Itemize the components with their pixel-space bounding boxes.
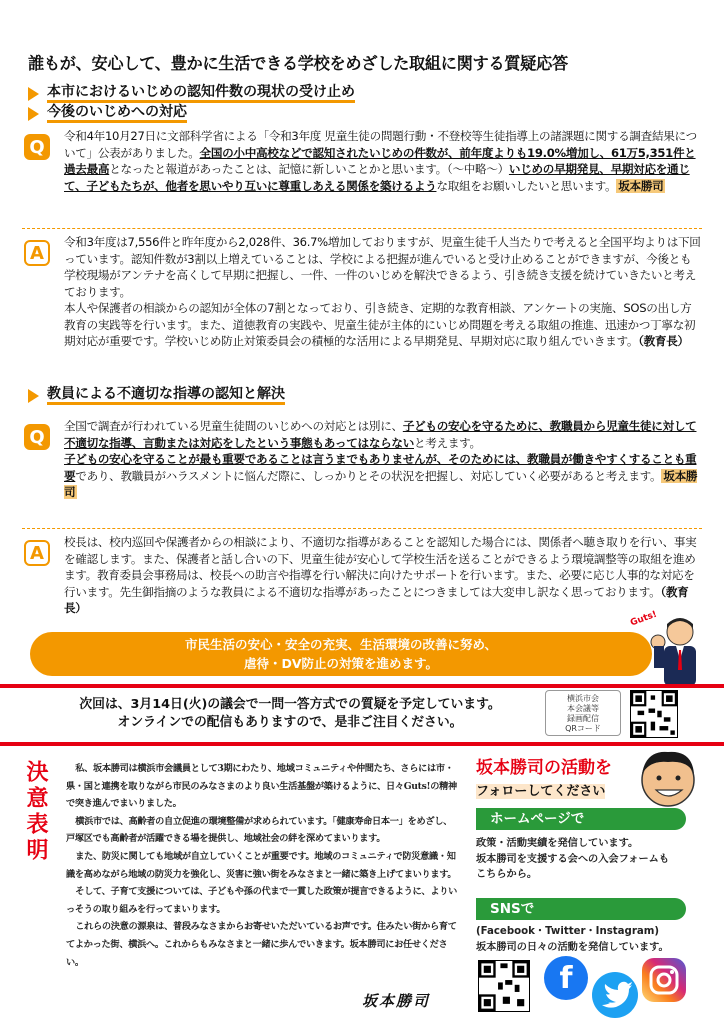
section1-heading-2	[28, 104, 187, 123]
page-title: 誰もが、安心して、豊かに生活できる学校をめざした取組に関する質疑応答	[28, 54, 568, 73]
guts-label: Guts!	[629, 609, 659, 629]
red-separator	[0, 742, 724, 746]
banner-line-2: 虐待・DV防止の対策を進めます。	[243, 656, 439, 671]
q1-part4: いじめの早期発見、早期対応を通じて、子どもたちが、他者を思いやり互いに尊重しあえる関係を築けるよう	[64, 162, 690, 193]
answer-1-text	[64, 234, 702, 350]
section2-heading-text: 教員による不適切な指導の認知と解決	[47, 386, 285, 405]
qr-label-line-1: 横浜市会	[567, 694, 599, 703]
section1-heading-1	[28, 84, 355, 103]
q1-speaker: 坂本勝司	[618, 178, 664, 193]
q1-part1: 令和4年10月27日に文部科学省による「令和3年度 児童生徒の問題行動・不登校等生徒指導上の諸課題に関する調査結果について」公表がありました。	[64, 129, 697, 160]
follow-subtitle	[476, 780, 605, 799]
question-badge: Q	[24, 134, 50, 160]
answer-badge: A	[24, 540, 50, 566]
portrait-illustration	[632, 746, 702, 812]
q1-part2: 全国の小中高校などで認知されたいじめの件数が、前年度よりも19.0%増加し、61万5,351件と過去最高	[64, 145, 696, 176]
triangle-bullet-icon	[28, 107, 39, 121]
homepage-qr-code-icon[interactable]	[478, 960, 530, 1012]
next-session-line-1: 次回は、3月14日(火)の議会で一問一答方式での質疑を予定しています。	[79, 697, 501, 712]
homepage-text-line: 坂本勝司を支援する会への入会フォームも	[476, 853, 670, 865]
section2-heading	[28, 386, 285, 405]
statement-paragraph: 私、坂本勝司は横浜市会議員として3期にわたり、地域コミュニティや仲間たち、さらには市・県・国と連携を取りながら市民のみなさまのより良い生活基盤が築けるように、日々Guts!の精神で突き進んでまいりました。	[66, 763, 457, 810]
triangle-bullet-icon	[28, 87, 39, 101]
follow-title: 坂本勝司の活動を	[476, 758, 612, 778]
statement-paragraph: また、防災に関しても地域が自立していくことが重要です。地域のコミュニティで防災意識・知識を高めながら地域の防災力を強化し、災害に強い街をみなさまと一緒に築き上げてまいります。	[66, 850, 457, 880]
banner-line-1: 市民生活の安心・安全の充実、生活環境の改善に努め、	[184, 637, 497, 652]
triangle-bullet-icon	[28, 389, 39, 403]
instagram-icon[interactable]	[642, 958, 686, 1002]
q2-part2: 子どもの安心を守るために、教職員から児童生徒に対して不適切な指導、言動または対応をしたという事態もあってはならない	[64, 419, 697, 450]
facebook-icon[interactable]: f	[544, 956, 588, 1000]
question-2-text	[64, 418, 702, 501]
qr-label-line-2: 本会議等	[567, 704, 599, 713]
section1-heading-text-1: 本市におけるいじめの認知件数の現状の受け止め	[47, 84, 355, 103]
sns-text	[476, 924, 712, 955]
statement-paragraph: 横浜市では、高齢者の自立促進の環境整備が求められています。「健康寿命日本一」をめざし、戸塚区でも高齢者が活躍できる場を提供し、地域社会の絆を深めてまいります。	[66, 815, 453, 845]
qr-label	[545, 690, 621, 736]
sns-text-line: 坂本勝司の日々の活動を発信しています。	[476, 941, 669, 953]
a1-part2: 本人や保護者の相談からの認知が全体の7割となっており、引き続き、定期的な教育相談、アンケートの実施、SOSの出し方教育の実践等を行います。また、道徳教育の実践や、児童生徒が主体的にいじめ問題を考える取組の推進、迅速かつ丁寧な初期対応が重要です。学校いじめ防止対策委員会の積極的な活用による早期発見、早期対応に取り組んでいきます。	[64, 301, 696, 348]
answer-badge: A	[24, 240, 50, 266]
q2-part4: 子どもの安心を守ることが最も重要であることは言うまでもありませんが、そのためには、教職員が働きやすくすることも重要	[64, 452, 697, 483]
question-1-text	[64, 128, 702, 194]
statement-body	[66, 760, 458, 971]
homepage-text	[476, 836, 712, 883]
signature: 坂本勝司	[362, 992, 431, 1010]
qr-label-line-3: 録画配信	[567, 714, 599, 723]
red-separator	[0, 684, 724, 688]
policy-banner	[30, 632, 652, 676]
a1-part1: 令和3年度は7,556件と昨年度から2,028件、36.7%増加しておりますが、児童生徒千人当たりで考えると全国平均よりは下回っています。認知件数が3割以上増えていることは、学校による把握が進んでいると受け止めることができますが、今後とも学校現場がアンテナを高くして早期に把握し、一件、一件のいじめを解決できるよう、引き続き支援を続けていきたいと考えております。	[64, 235, 701, 299]
section1-heading-text-2: 今後のいじめへの対応	[47, 104, 187, 123]
next-session-line-2: オンラインでの配信もありますので、是非ご注目ください。	[117, 715, 463, 730]
qr-label-line-4: QRコード	[565, 724, 601, 733]
q2-part1: 全国で調査が行われている児童生徒間のいじめへの対応とは別に、	[64, 419, 403, 433]
statement-vertical-title: 決意表明	[23, 760, 49, 864]
homepage-text-line: 政策・活動実績を発信しています。	[476, 838, 639, 849]
homepage-label: ホームページで	[476, 808, 686, 830]
answer-2-text	[64, 534, 702, 617]
qr-code-icon[interactable]	[630, 690, 678, 738]
a2-speaker: （教育長）	[64, 584, 689, 615]
statement-paragraph: これらの決意の源泉は、普段みなさまからお寄せいただいているお声です。住みたい街から育ててよかった街、横浜へ。これからもみなさまと一緒に歩んでいきます。坂本勝司にお任せください。	[66, 921, 457, 968]
follow-subtitle-text: フォローしてください	[476, 784, 606, 799]
twitter-icon[interactable]	[592, 972, 638, 1018]
q2-speaker: 坂本勝司	[64, 468, 698, 499]
statement-paragraph: そして、子育て支援については、子どもや孫の代まで一貫した政策が提言できるように、よりいっそうの取り組みを行ってまいります。	[66, 886, 457, 915]
question-badge: Q	[24, 424, 50, 450]
q2-part5: であり、教職員がハラスメントに悩んだ際に、しっかりとその状況を把握し、対応していく必要があると考えます。	[75, 468, 662, 483]
divider	[22, 228, 702, 229]
sns-text-line: (Facebook・Twitter・Instagram)	[476, 926, 659, 937]
q2-part3: と考えます。	[414, 435, 481, 450]
q1-part5: な取組をお願いしたいと思います。	[436, 178, 617, 193]
divider	[22, 528, 702, 529]
a2-part1: 校長は、校内巡回や保護者からの相談により、不適切な指導があることを認知した場合には、関係者へ聴き取りを行い、事実を確認します。また、保護者と話し合いの下、児童生徒が安心して学校生活を送ることができるよう環境調整等の取組を進めます。教育委員会事務局は、校長への助言や指導を行い解決に向けたサポートを行います。また、必要に応じ人事的な対応を行います。先生御指摘のような教員による不適切な指導があったことにつきましては大変申し訳なく思っております。	[64, 535, 697, 599]
homepage-text-line: こちらから。	[476, 869, 538, 880]
sns-label: SNSで	[476, 898, 686, 920]
q1-part3: となったと報道があったことは、記憶に新しいことかと思います。（〜中略〜）	[109, 162, 509, 176]
mascot-illustration	[648, 614, 710, 690]
a1-speaker: （教育長）	[638, 334, 689, 348]
